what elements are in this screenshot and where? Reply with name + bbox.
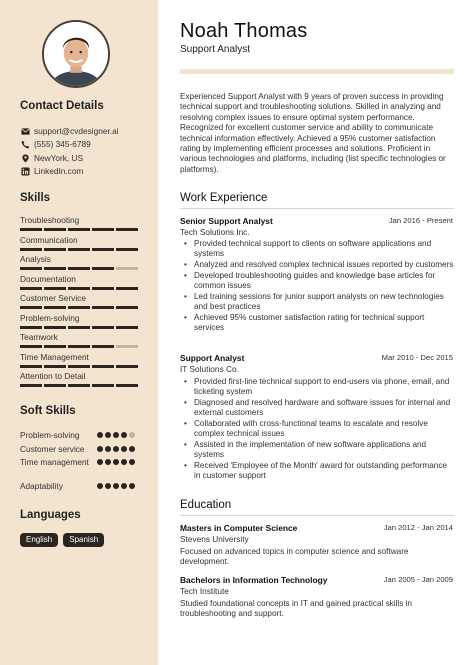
soft-skill-label: Customer service xyxy=(20,444,85,454)
education-heading: Education xyxy=(180,499,232,511)
skill-level-segment xyxy=(92,267,114,270)
skill-level-segment xyxy=(20,306,42,309)
skill-level-bar xyxy=(20,267,138,270)
skill-level-segment xyxy=(116,384,138,387)
languages-heading: Languages xyxy=(20,509,81,521)
skill-level-segment xyxy=(116,267,138,270)
language-tag: English xyxy=(20,533,58,547)
rating-dot xyxy=(105,432,111,438)
email-icon xyxy=(20,126,30,136)
education-description: Studied foundational concepts in IT and gained practical skills in troubleshooting and support. xyxy=(180,599,412,619)
skill-level-segment xyxy=(68,306,90,309)
skill-level-segment xyxy=(116,228,138,231)
job-bullet: • Collaborated with cross-functional teams to escalate and resolve complex technical issues xyxy=(180,419,455,440)
skill-level-segment xyxy=(116,248,138,251)
job-company: IT Solutions Co. xyxy=(180,364,239,374)
rating-dot xyxy=(129,446,135,452)
soft-skill-rating xyxy=(97,432,135,438)
education-date: Jan 2012 - Jan 2014 xyxy=(383,523,453,532)
rating-dot xyxy=(105,483,111,489)
job-title: Senior Support Analyst xyxy=(180,216,273,226)
skill-label: Problem-solving xyxy=(20,312,80,323)
education-school: Tech Institute xyxy=(180,586,229,596)
candidate-name: Noah Thomas xyxy=(180,20,308,42)
contact-linkedin-text: LinkedIn.com xyxy=(34,166,84,176)
skill-level-bar xyxy=(20,365,138,368)
job-bullet: • Achieved 95% customer satisfaction rating for technical support services xyxy=(180,313,455,334)
skill-item xyxy=(20,313,138,329)
job-company: Tech Solutions Inc. xyxy=(180,227,250,237)
skill-label: Attention to Detail xyxy=(20,371,86,381)
skill-level-segment xyxy=(44,384,66,387)
skill-level-segment xyxy=(20,365,42,368)
rating-dot xyxy=(97,459,103,465)
work-experience-heading: Work Experience xyxy=(180,192,268,204)
skill-level-segment xyxy=(68,365,90,368)
job-bullet: • Developed troubleshooting guides and knowledge base articles for common issues xyxy=(180,271,455,292)
skill-item xyxy=(20,332,138,348)
rating-dot xyxy=(97,446,103,452)
linkedin-icon xyxy=(20,166,30,176)
skill-level-bar xyxy=(20,384,138,387)
contact-location xyxy=(20,152,83,164)
contact-email[interactable] xyxy=(20,125,119,137)
job-bullets xyxy=(180,239,455,334)
contact-phone-text: (555) 345-6789 xyxy=(34,139,91,149)
soft-skill-label: Adaptability xyxy=(20,481,63,491)
skill-level-segment xyxy=(92,326,114,329)
skill-label: Teamwork xyxy=(20,332,58,342)
skill-level-segment xyxy=(20,384,42,387)
skill-level-segment xyxy=(92,384,114,387)
location-icon xyxy=(20,153,30,163)
rating-dot xyxy=(121,483,127,489)
skill-level-bar xyxy=(20,345,138,348)
skill-level-segment xyxy=(68,345,90,348)
phone-icon xyxy=(20,139,30,149)
contact-email-text: support@cvdesigner.ai xyxy=(34,126,119,136)
soft-skill-label: Time management xyxy=(20,457,89,467)
skill-item xyxy=(20,274,138,290)
skill-level-bar xyxy=(20,248,138,251)
languages-list xyxy=(20,533,104,547)
skill-level-segment xyxy=(116,287,138,290)
profile-summary: Experienced Support Analyst with 9 years of proven success in providing technical support and troubleshooting solutions. Skilled in analyzing and resolving complex issues to ensure optimal system performance. Recognized for excellent customer service and ability to communicate technical information effectively. Achieved a 95% customer satisfaction rating by implementing efficient processes and solutions. Proficient in various technologies and platforms, including (list specific technologies or platforms). xyxy=(180,92,446,174)
skill-level-segment xyxy=(20,345,42,348)
skill-level-segment xyxy=(116,365,138,368)
education-description: Focused on advanced topics in computer science and software development. xyxy=(180,547,409,567)
section-divider xyxy=(180,515,454,516)
skill-item xyxy=(20,235,138,251)
skill-level-segment xyxy=(92,345,114,348)
skill-level-bar xyxy=(20,287,138,290)
job-bullet: • Received 'Employee of the Month' award for outstanding performance in customer support xyxy=(180,461,455,482)
skill-level-segment xyxy=(116,326,138,329)
skill-level-segment xyxy=(44,248,66,251)
soft-skill-rating xyxy=(97,483,135,489)
skill-level-segment xyxy=(44,326,66,329)
education-degree: Bachelors in Information Technology xyxy=(180,575,328,585)
skill-level-segment xyxy=(68,384,90,387)
rating-dot xyxy=(113,483,119,489)
job-bullet: • Diagnosed and resolved hardware and software issues for internal and external customers xyxy=(180,398,455,419)
rating-dot xyxy=(121,459,127,465)
rating-dot xyxy=(121,446,127,452)
candidate-title: Support Analyst xyxy=(180,44,251,55)
skill-label: Time Management xyxy=(20,351,89,362)
education-degree: Masters in Computer Science xyxy=(180,523,298,533)
job-bullet: • Provided first-line technical support to end-users via phone, email, and ticketing system xyxy=(180,377,455,398)
skill-item xyxy=(20,352,138,368)
skill-level-segment xyxy=(20,267,42,270)
rating-dot xyxy=(113,446,119,452)
soft-skill-rating xyxy=(97,446,135,452)
job-date: Jan 2016 - Present xyxy=(388,216,453,225)
rating-dot xyxy=(105,446,111,452)
skill-level-segment xyxy=(68,267,90,270)
skill-level-bar xyxy=(20,326,138,329)
skill-level-segment xyxy=(92,248,114,251)
skill-label: Documentation xyxy=(20,273,76,284)
skill-label: Customer Service xyxy=(20,293,86,303)
soft-skill-item xyxy=(20,481,138,503)
job-bullet: • Provided technical support to clients on software applications and systems xyxy=(180,239,455,260)
skill-level-segment xyxy=(20,248,42,251)
rating-dot xyxy=(129,483,135,489)
job-date: Mar 2010 - Dec 2015 xyxy=(381,353,453,362)
rating-dot xyxy=(113,459,119,465)
language-tag: Spanish xyxy=(63,533,104,547)
job-bullet: • Analyzed and resolved complex technical issues reported by customers xyxy=(180,260,455,270)
contact-heading: Contact Details xyxy=(20,100,104,112)
skill-level-segment xyxy=(44,267,66,270)
soft-skill-label: Problem-solving xyxy=(20,430,80,440)
skill-level-segment xyxy=(44,287,66,290)
rating-dot xyxy=(97,432,103,438)
contact-phone[interactable] xyxy=(20,138,91,150)
profile-photo-icon xyxy=(44,22,108,86)
soft-skill-item xyxy=(20,457,138,479)
skill-level-segment xyxy=(44,345,66,348)
skill-level-segment xyxy=(116,306,138,309)
soft-skills-heading: Soft Skills xyxy=(20,405,76,417)
rating-dot xyxy=(129,459,135,465)
skill-level-segment xyxy=(68,287,90,290)
rating-dot xyxy=(97,483,103,489)
contact-linkedin[interactable] xyxy=(20,165,83,177)
section-divider xyxy=(180,208,454,209)
job-bullets xyxy=(180,377,455,482)
skill-level-segment xyxy=(20,228,42,231)
skill-item xyxy=(20,254,138,270)
skill-level-segment xyxy=(20,326,42,329)
skill-label: Communication xyxy=(20,234,78,245)
skill-level-segment xyxy=(92,287,114,290)
skill-item xyxy=(20,215,138,231)
skill-level-segment xyxy=(92,306,114,309)
avatar xyxy=(42,20,110,88)
skill-level-segment xyxy=(44,365,66,368)
rating-dot xyxy=(121,432,127,438)
skill-item xyxy=(20,293,138,309)
sidebar xyxy=(0,0,158,665)
skill-level-segment xyxy=(92,228,114,231)
job-bullet: • Led training sessions for junior support analysts on new technologies and best practices xyxy=(180,292,455,313)
soft-skill-rating xyxy=(97,459,135,465)
skill-level-segment xyxy=(68,326,90,329)
education-date: Jan 2005 - Jan 2009 xyxy=(383,575,453,584)
skill-label: Troubleshooting xyxy=(20,215,80,225)
rating-dot xyxy=(105,459,111,465)
contact-location-text: NewYork, US xyxy=(34,153,84,163)
skill-level-bar xyxy=(20,228,138,231)
skill-label: Analysis xyxy=(20,254,51,264)
skill-level-segment xyxy=(92,365,114,368)
rating-dot xyxy=(129,432,135,438)
rating-dot xyxy=(113,432,119,438)
skill-level-segment xyxy=(20,287,42,290)
skill-item xyxy=(20,371,138,387)
skill-level-segment xyxy=(68,248,90,251)
skill-level-segment xyxy=(44,228,66,231)
skill-level-segment xyxy=(116,345,138,348)
header-divider xyxy=(180,69,454,74)
education-school: Stevens University xyxy=(180,534,249,544)
skill-level-segment xyxy=(68,228,90,231)
skills-heading: Skills xyxy=(20,192,51,204)
job-title: Support Analyst xyxy=(180,353,245,363)
skill-level-bar xyxy=(20,306,138,309)
skill-level-segment xyxy=(44,306,66,309)
job-bullet: • Assisted in the implementation of new software applications and systems xyxy=(180,440,455,461)
